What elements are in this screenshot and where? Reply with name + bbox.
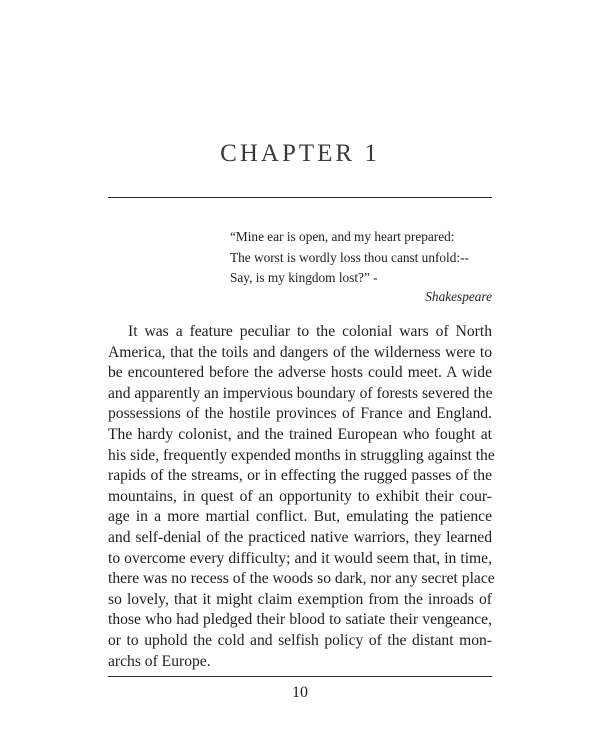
body-line: there was no recess of the woods so dark, nor any secret place	[108, 570, 495, 588]
body-paragraph	[108, 322, 495, 672]
body-line: age in a more martial conflict. But, emulating the patience	[108, 508, 492, 526]
body-line: America, that the toils and dangers of the wilderness were to	[108, 343, 492, 361]
epigraph-attribution: Shakespeare	[425, 289, 492, 304]
epigraph-line: “Mine ear is open, and my heart prepared:	[230, 229, 455, 244]
body-line: those who had pledged their blood to satiate their vengeance,	[108, 611, 492, 629]
body-line: archs of Europe.	[108, 652, 211, 670]
body-line: and self-denial of the practiced native warriors, they learned	[108, 528, 492, 546]
body-line: be encountered before the adverse hosts could meet. A wide	[108, 364, 492, 382]
top-divider	[108, 197, 492, 198]
chapter-title: CHAPTER 1	[220, 140, 380, 167]
body-line: mountains, in quest of an opportunity to exhibit their cour-	[108, 487, 492, 505]
body-line: The hardy colonist, and the trained European who fought at	[108, 425, 492, 443]
body-line: possessions of the hostile provinces of France and England.	[108, 405, 492, 423]
body-line: or to uphold the cold and selfish policy of the distant mon-	[108, 631, 492, 649]
body-line: so lovely, that it might claim exemption from the inroads of	[108, 590, 492, 608]
body-line: his side, frequently expended months in struggling against the	[108, 446, 495, 464]
epigraph	[230, 227, 492, 289]
epigraph-line: Say, is my kingdom lost?” -	[230, 270, 378, 285]
body-line: and apparently an impervious boundary of forests severed the	[108, 384, 493, 402]
body-line: to overcome every difficulty; and it would seem that, in time,	[108, 549, 492, 567]
body-line: It was a feature peculiar to the colonial wars of North	[128, 323, 492, 340]
page-number: 10	[292, 684, 308, 701]
epigraph-line: The worst is wordly loss thou canst unfold:--	[230, 249, 469, 265]
bottom-divider	[108, 676, 492, 677]
body-line: rapids of the streams, or in effecting the rugged passes of the	[108, 467, 492, 485]
